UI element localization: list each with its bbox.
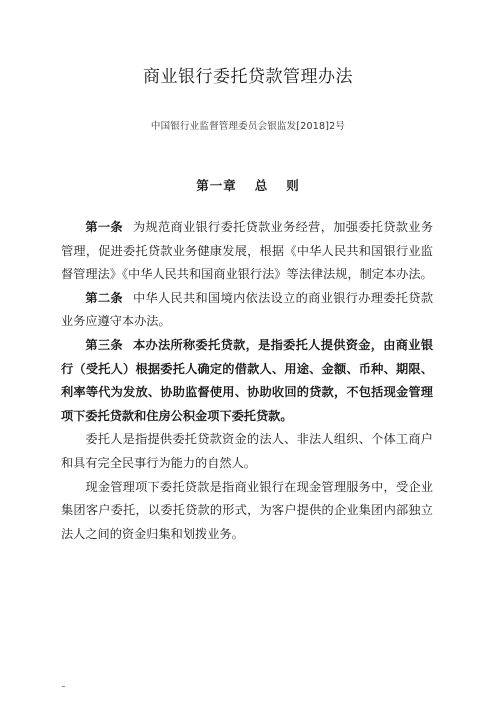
paragraph-cash-management: 现金管理项下委托贷款是指商业银行在现金管理服务中，受企业集团客户委托，以委托贷款的形式，为客户提供的企业集团内部独立法人之间的资金归集和划拨业务。 <box>61 479 433 541</box>
chapter-name-part1: 总 <box>254 178 269 193</box>
page-footer-mark <box>62 686 65 687</box>
article-text: 中华人民共和国境内依法设立的商业银行办理委托贷款业务应遵守本办法。 <box>61 290 434 329</box>
article-number: 第一条 <box>85 220 123 234</box>
paragraph-client-definition: 委托人是指提供委托贷款资金的法人、非法人组织、个体工商户和具有完全民事行为能力的自然人。 <box>61 432 433 470</box>
chapter-name-part2: 则 <box>286 178 300 193</box>
article-1 <box>61 216 433 287</box>
article-text: 本办法所称委托贷款，是指委托人提供资金，由商业银行（受托人）根据委托人确定的借款人、用途、金额、币种、期限、利率等代为发放、协助监督使用、协助收回的贷款，不包括现金管理项下委托贷款和住房公积金项下委托贷款。 <box>61 337 434 423</box>
document-title: 商业银行委托贷款管理办法 <box>143 67 353 87</box>
article-text: 为规范商业银行委托贷款业务经营，加强委托贷款业务管理，促进委托贷款业务健康发展，根据《中华人民共和国银行业监督管理法》《中华人民共和国商业银行法》等法律法规，制定本办法。 <box>61 220 434 282</box>
article-2 <box>61 287 433 334</box>
document-subtitle: 中国银行业监督管理委员会银监发[2018]2号 <box>150 121 346 132</box>
document-body <box>61 216 433 546</box>
chapter-number: 第一章 <box>196 178 237 193</box>
article-3 <box>61 334 433 428</box>
article-number: 第二条 <box>85 290 123 305</box>
article-number: 第三条 <box>85 337 123 352</box>
chapter-heading <box>0 176 496 194</box>
